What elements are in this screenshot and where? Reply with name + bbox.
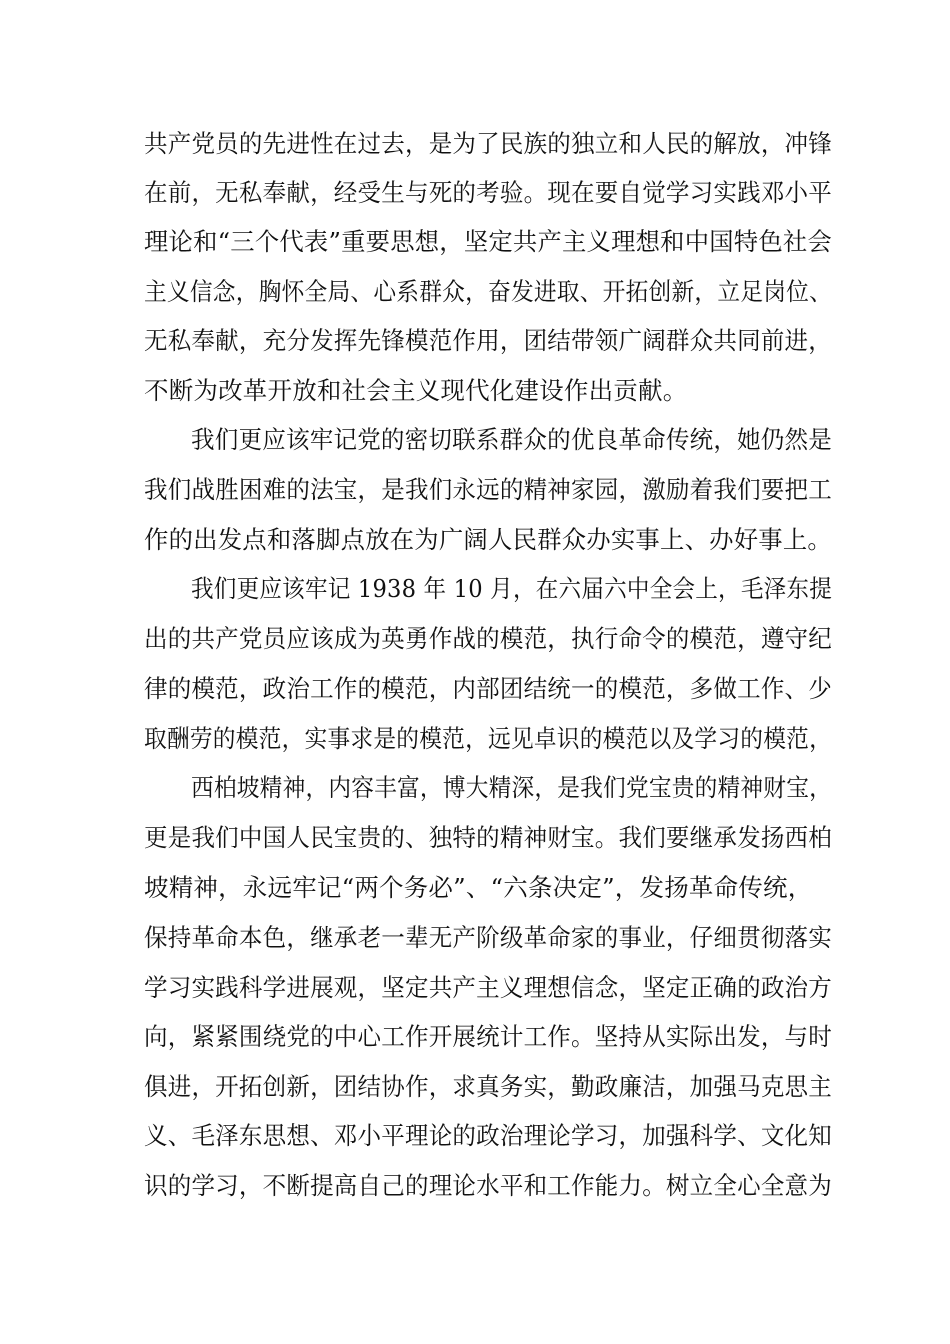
text-line: 义、毛泽东思想、邓小平理论的政治理论学习，加强科学、文化知 xyxy=(144,1121,833,1150)
text-line: 主义信念，胸怀全局、心系群众，奋发进取、开拓创新，立足岗位、 xyxy=(144,277,833,306)
text-line: 共产党员的先进性在过去，是为了民族的独立和人民的解放，冲锋 xyxy=(144,129,833,158)
text-line: 作的出发点和落脚点放在为广阔人民群众办实事上、办好事上。 xyxy=(144,525,833,554)
text-line: 在前，无私奉献，经受生与死的考验。现在要自觉学习实践邓小平 xyxy=(144,178,833,207)
text-line: 理论和“三个代表”重要思想，坚定共产主义理想和中国特色社会 xyxy=(144,227,832,256)
paragraph-first-line: 西柏坡精神，内容丰富，博大精深，是我们党宝贵的精神财宝， xyxy=(191,773,832,802)
text-line: 无私奉献，充分发挥先锋模范作用，团结带领广阔群众共同前进， xyxy=(144,326,833,355)
paragraph-first-line: 我们更应该牢记 1938 年 10 月，在六届六中全会上，毛泽东提 xyxy=(191,574,833,603)
text-line: 更是我们中国人民宝贵的、独特的精神财宝。我们要继承发扬西柏 xyxy=(144,823,833,852)
text-line: 识的学习，不断提高自己的理论水平和工作能力。树立全心全意为 xyxy=(144,1171,833,1200)
text-line: 保持革命本色，继承老一辈无产阶级革命家的事业，仔细贯彻落实 xyxy=(144,923,833,952)
text-line: 不断为改革开放和社会主义现代化建设作出贡献。 xyxy=(144,376,688,405)
text-line: 俱进，开拓创新，团结协作，求真务实，勤政廉洁，加强马克思主 xyxy=(144,1072,833,1101)
text-line: 律的模范，政治工作的模范，内部团结统一的模范，多做工作、少 xyxy=(144,674,833,703)
text-line: 向，紧紧围绕党的中心工作开展统计工作。坚持从实际出发，与时 xyxy=(144,1022,833,1051)
text-line: 我们战胜困难的法宝，是我们永远的精神家园，激励着我们要把工 xyxy=(144,475,833,504)
text-line: 出的共产党员应该成为英勇作战的模范，执行命令的模范，遵守纪 xyxy=(144,624,833,653)
paragraph-first-line: 我们更应该牢记党的密切联系群众的优良革命传统，她仍然是 xyxy=(191,425,833,454)
text-line: 坡精神，永远牢记“两个务必”、“六条决定”，发扬革命传统， xyxy=(144,873,813,902)
text-line: 取酬劳的模范，实事求是的模范，远见卓识的模范以及学习的模范， xyxy=(144,724,833,753)
text-line: 学习实践科学进展观，坚定共产主义理想信念，坚定正确的政治方 xyxy=(144,973,833,1002)
